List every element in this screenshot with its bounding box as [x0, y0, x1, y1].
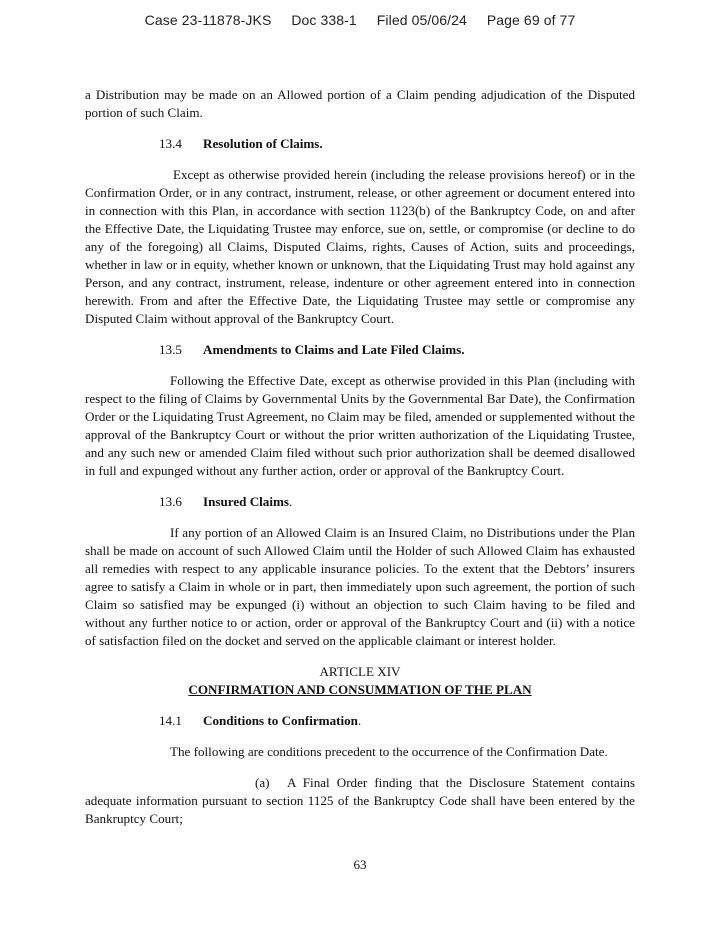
continuation-paragraph: a Distribution may be made on an Allowed portion of a Claim pending adjudication of the Disputed portion of such Claim. [85, 87, 635, 120]
section-number: 13.6 [159, 494, 182, 509]
section-number: 13.4 [159, 136, 182, 151]
section-title: Conditions to Confirmation [203, 713, 358, 728]
section-title: Resolution of Claims. [203, 136, 323, 151]
section-13-6-paragraph: If any portion of an Allowed Claim is an Insured Claim, no Distributions under the Plan shall be made on account of such Allowed Claim until the Holder of such Allowed Claim has exhausted all remedies with respect to any applicable insurance policies. To the extent that the Debtors’ insurers agree to satisfy a Claim in whole or in part, then immediately upon such agreement, the portion of such Claim so satisfied may be expunged (i) without an objection to such Claim having to be filed and without any further notice to or action, order or approval of the Bankruptcy Court and (ii) with a notice of satisfaction filed on the docket and served on the applicable claimant or interest holder. [85, 525, 635, 648]
section-13-5-paragraph: Following the Effective Date, except as otherwise provided in this Plan (including with respect to the filing of Claims by Governmental Units by the Governmental Bar Date), the Confirmation Order or the Liquidating Trust Agreement, no Claim may be filed, amended or supplemented without the approval of the Bankruptcy Court or without the prior written authorization of the Liquidating Trustee, and any such new or amended Claim filed without such prior authorization shall be deemed disallowed in full and expunged without any further action, order or approval of the Bankruptcy Court. [85, 373, 635, 478]
section-title: Amendments to Claims and Late Filed Claims. [203, 342, 465, 357]
page-number: 63 [353, 857, 367, 872]
section-14-1-paragraph: The following are conditions precedent to the occurrence of the Confirmation Date. [170, 744, 608, 759]
section-number: 14.1 [159, 713, 182, 728]
section-title: Insured Claims [203, 494, 289, 509]
document-body [85, 86, 635, 828]
section-number: 13.5 [159, 342, 182, 357]
section-13-5-heading [85, 341, 635, 359]
item-label: (a) [255, 775, 270, 790]
section-14-1-heading [85, 712, 635, 730]
section-title-period: . [288, 494, 293, 509]
section-13-4-paragraph: Except as otherwise provided herein (including the release provisions hereof) or in the Confirmation Order, or in any contract, instrument, release, or other agreement or document entered into in connection with this Plan, in accordance with section 1123(b) of the Bankruptcy Code, on and after the Effective Date, the Liquidating Trustee may enforce, sue on, settle, or compromise (or decline to do any of the foregoing) all Claims, Disputed Claims, rights, Causes of Action, suits and proceedings, whether in law or in equity, whether known or unknown, that the Liquidating Trust may hold against any Person, and any contract, instrument, release, indenture or other agreement entered into in connection herewith. From and after the Effective Date, the Liquidating Trustee may settle or compromise any Disputed Claim without approval of the Bankruptcy Court. [85, 167, 635, 326]
section-13-6-heading [85, 493, 635, 511]
article-label: ARTICLE XIV [319, 664, 401, 679]
item-text: A Final Order finding that the Disclosure Statement contains adequate information pursuant to section 1125 of the Bankruptcy Code shall have been entered by the Bankruptcy Court; [85, 775, 635, 826]
condition-item-a [85, 774, 635, 828]
section-title-period: . [357, 713, 362, 728]
article-title: CONFIRMATION AND CONSUMMATION OF THE PLAN [188, 682, 532, 697]
section-13-4-heading [85, 135, 635, 153]
case-header: Case 23-11878-JKS Doc 338-1 Filed 05/06/24 Page 69 of 77 [144, 12, 576, 28]
